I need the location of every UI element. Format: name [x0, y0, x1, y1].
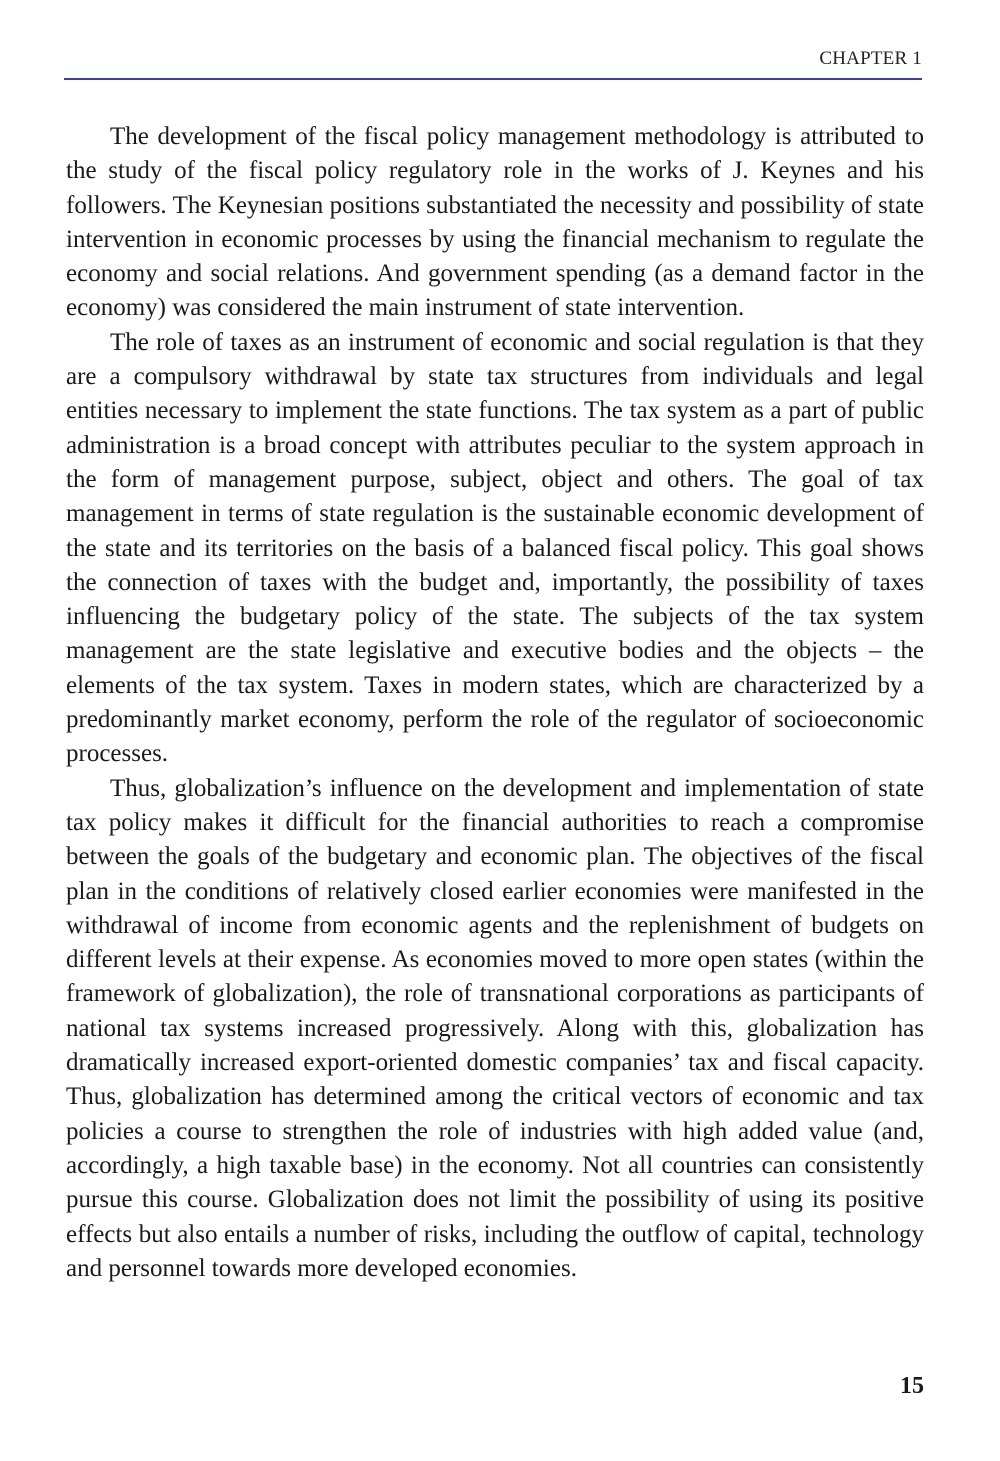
paragraph-3: Thus, globalization’s influence on the development and implementation of state tax policy makes it difficult for the financial authorities to reach a compromise between the goals of the budgetary and economic plan. The objectives of the fiscal plan in the conditions of relatively closed earlier economies were manifested in the withdrawal of income from economic agents and the replenishment of budgets on different levels at their expense. As economies moved to more open states (within the framework of globalization), the role of transnational corporations as participants of national tax systems increased progressively. Along with this, globalization has dramatically increased export-oriented domestic companies’ tax and fiscal capacity. Thus, globalization has determined among the critical vectors of economic and tax policies a course to strengthen the role of industries with high added value (and, accordingly, a high taxable base) in the economy. Not all countries can consistently pursue this course. Globalization does not limit the possibility of using its positive effects but also entails a number of risks, including the outflow of capital, technology and personnel towards more developed economies.	[66, 774, 924, 1282]
paragraph-2: The role of taxes as an instrument of economic and social regulation is that they are a compulsory withdrawal by state tax structures from individuals and legal entities necessary to implement the state functions. The tax system as a part of public administration is a broad concept with attributes peculiar to the system approach in the form of management purpose, subject, object and others. The goal of tax management in terms of state regulation is the sustainable economic development of the state and its territories on the basis of a balanced fiscal policy. This goal shows the connection of taxes with the budget and, importantly, the possibility of taxes influencing the budgetary policy of the state. The subjects of the tax system management are the state legislative and executive bodies and the objects – the elements of the tax system. Taxes in modern states, which are characterized by a predominantly market economy, perform the role of the regulator of socioeconomic processes.	[66, 328, 924, 768]
paragraph-1: The development of the fiscal policy management methodology is attributed to the study of the fiscal policy regulatory role in the works of J. Keynes and his followers. The Keynesian positions substantiated the necessity and possibility of state intervention in economic processes by using the financial mechanism to regulate the economy and social relations. And government spending (as a demand factor in the economy) was considered the main instrument of state intervention.	[66, 123, 924, 322]
running-chapter-title: CHAPTER 1	[819, 48, 922, 69]
page-number: 15	[900, 1373, 924, 1399]
body-text	[66, 120, 924, 1286]
header-divider	[64, 78, 922, 80]
page-header	[64, 46, 922, 80]
